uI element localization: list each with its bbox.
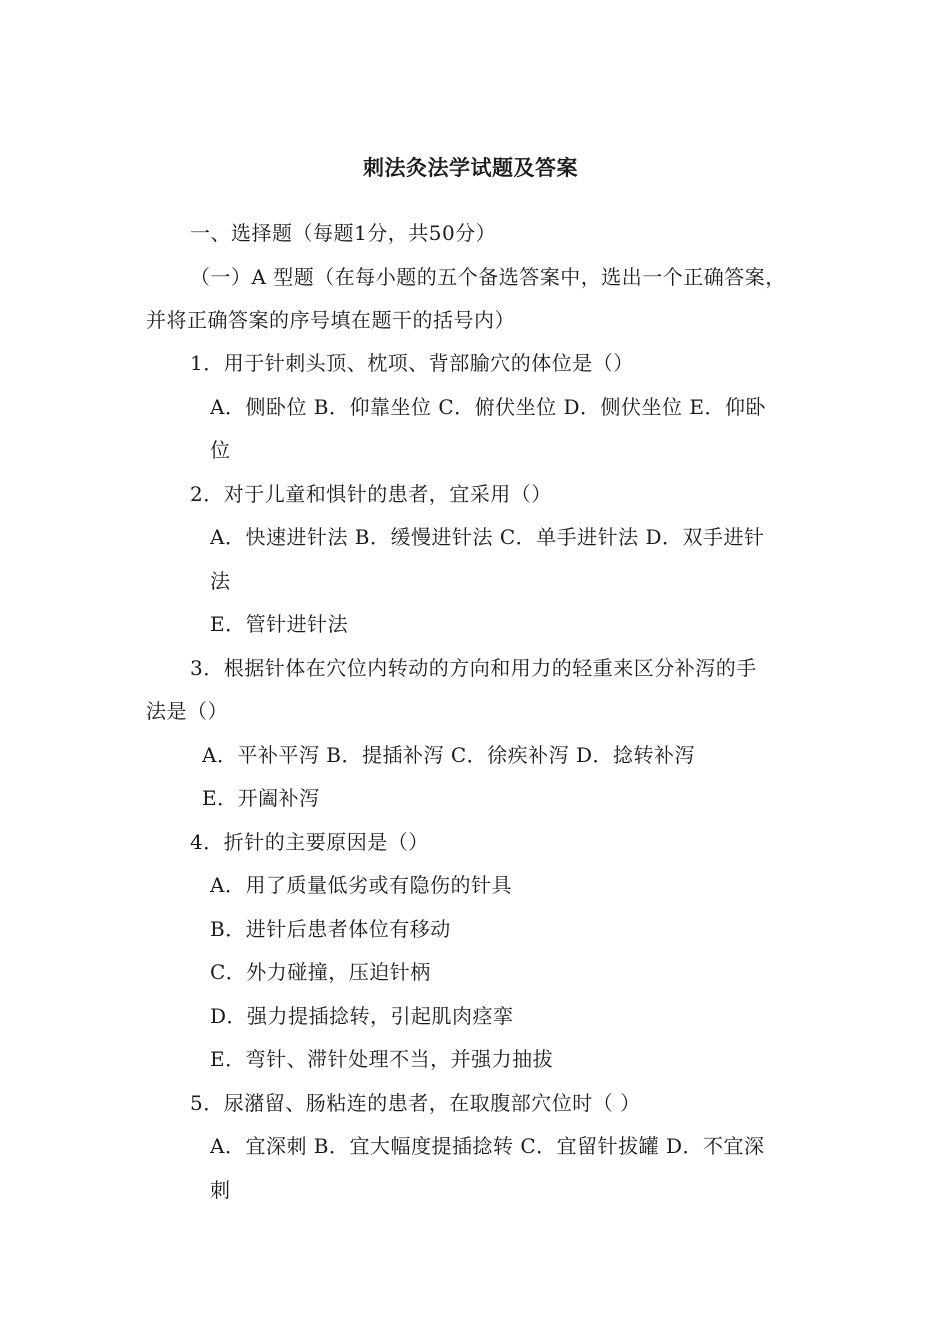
question-1-stem: 1．用于针刺头顶、枕项、背部腧穴的体位是（）	[190, 351, 634, 375]
question-3-option-e: E．开阖补泻	[202, 786, 320, 810]
question-4-stem: 4．折针的主要原因是（）	[190, 830, 429, 854]
question-1-options-cont: 位	[210, 438, 231, 462]
question-1-options: A．侧卧位 B．仰靠坐位 C．俯伏坐位 D．侧伏坐位 E．仰卧	[210, 395, 767, 419]
question-4-option-d: D．强力提插捻转，引起肌肉痉挛	[210, 1004, 514, 1028]
section-heading: 一、选择题（每题1分，共50分）	[190, 221, 497, 245]
question-4-option-b: B．进针后患者体位有移动	[210, 917, 451, 941]
question-2-option-e: E．管针进针法	[210, 612, 349, 636]
question-4-option-e: E．弯针、滞针处理不当，并强力抽拔	[210, 1047, 554, 1071]
question-3-stem: 3．根据针体在穴位内转动的方向和用力的轻重来区分补泻的手	[190, 656, 757, 680]
question-2-options-cont: 法	[210, 569, 231, 593]
subsection-line-1: （一）A 型题（在每小题的五个备选答案中，选出一个正确答案，	[190, 265, 786, 289]
question-4-option-c: C．外力碰撞，压迫针柄	[210, 960, 431, 984]
question-5-options: A．宜深刺 B．宜大幅度提插捻转 C．宜留针拔罐 D．不宜深	[210, 1134, 765, 1158]
question-3-options: A．平补平泻 B．提插补泻 C．徐疾补泻 D．捻转补泻	[202, 743, 696, 767]
question-5-stem: 5．尿潴留、肠粘连的患者，在取腹部穴位时（ ）	[190, 1091, 641, 1115]
question-2-stem: 2．对于儿童和惧针的患者，宜采用（）	[190, 482, 552, 506]
page-title: 刺法灸法学试题及答案	[363, 155, 578, 180]
question-5-options-cont: 刺	[210, 1178, 231, 1202]
subsection-line-2: 并将正确答案的序号填在题干的括号内）	[146, 308, 515, 332]
question-4-option-a: A．用了质量低劣或有隐伤的针具	[210, 873, 512, 897]
question-2-options: A．快速进针法 B．缓慢进针法 C．单手进针法 D．双手进针	[210, 525, 765, 549]
question-3-stem-cont: 法是（）	[146, 699, 228, 723]
